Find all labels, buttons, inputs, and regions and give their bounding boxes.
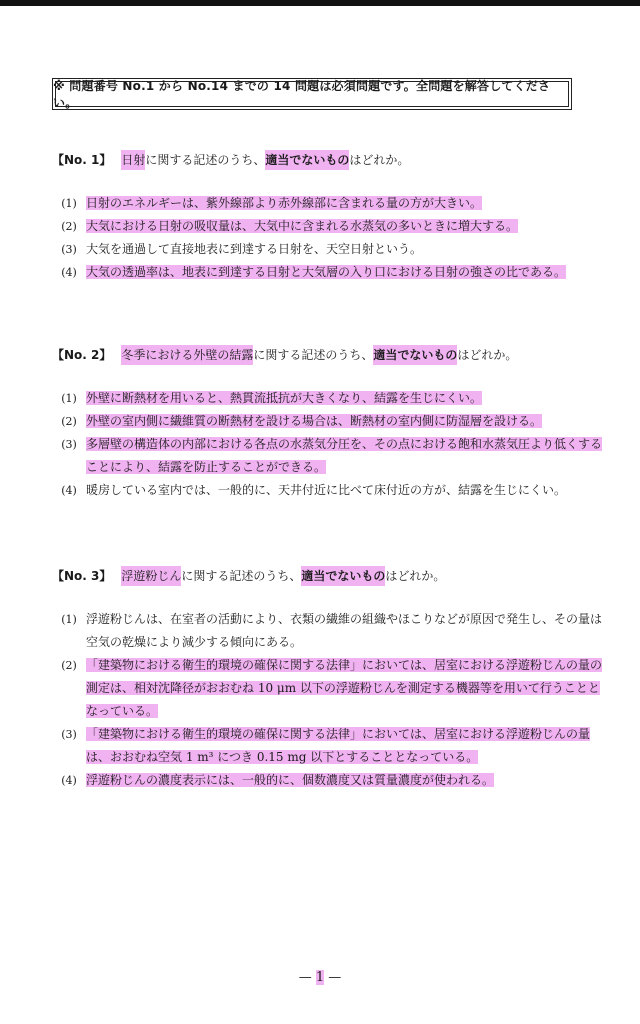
option-number: (1) <box>61 197 77 210</box>
question-mid: に関する記述のうち、 <box>181 569 302 583</box>
question-number: 【No. 3】 <box>52 569 112 583</box>
question-keyword: 適当でないもの <box>301 566 385 586</box>
option-3 <box>52 433 608 479</box>
question-3 <box>52 566 608 792</box>
option-2 <box>52 410 608 433</box>
option-2 <box>52 215 608 238</box>
option-4 <box>52 261 608 284</box>
option-text: 大気の透過率は、地表に到達する日射と大気層の入り口における日射の強さの比である。 <box>86 265 567 279</box>
option-1 <box>52 192 608 215</box>
notice-box <box>52 78 572 110</box>
option-number: (4) <box>61 774 77 787</box>
question-end: はどれか。 <box>385 569 446 583</box>
option-number: (4) <box>61 266 77 279</box>
option-text: 「建築物における衛生的環境の確保に関する法律」においては、居室における浮遊粉じんの量は、おおむね空気 1 m³ につき 0.15 mg 以下とすることとなっている。 <box>86 727 591 764</box>
question-header <box>52 345 608 365</box>
option-number: (2) <box>61 220 77 233</box>
question-end: はどれか。 <box>349 153 410 167</box>
option-number: (2) <box>61 415 77 428</box>
question-subject: 日射 <box>121 150 145 170</box>
question-subject: 浮遊粉じん <box>121 566 181 586</box>
question-mid: に関する記述のうち、 <box>145 153 266 167</box>
option-3 <box>52 238 608 261</box>
option-text: 浮遊粉じんの濃度表示には、一般的に、個数濃度又は質量濃度が使われる。 <box>86 773 495 787</box>
question-keyword: 適当でないもの <box>373 345 457 365</box>
question-number: 【No. 2】 <box>52 348 112 362</box>
option-number: (1) <box>61 392 77 405</box>
option-number: (2) <box>61 659 77 672</box>
option-text: 暖房している室内では、一般的に、天井付近に比べて床付近の方が、結露を生じにくい。 <box>86 483 567 497</box>
option-text: 外壁に断熱材を用いると、熱貫流抵抗が大きくなり、結露を生じにくい。 <box>86 391 483 405</box>
question-header <box>52 150 608 170</box>
option-text: 「建築物における衛生的環境の確保に関する法律」においては、居室における浮遊粉じんの量の測定は、相対沈降径がおおむね 10 μm 以下の浮遊粉じんを測定する機器等を用いて行うこととなっている。 <box>86 658 603 718</box>
option-text: 外壁の室内側に繊維質の断熱材を設ける場合は、断熱材の室内側に防湿層を設ける。 <box>86 414 543 428</box>
option-text: 浮遊粉じんは、在室者の活動により、衣類の繊維の組織やほこりなどが原因で発生し、その量は空気の乾燥により減少する傾向にある。 <box>86 612 603 649</box>
option-4 <box>52 479 608 502</box>
option-4 <box>52 769 608 792</box>
page-number: 1 <box>315 970 325 985</box>
option-number: (3) <box>61 438 77 451</box>
question-keyword: 適当でないもの <box>265 150 349 170</box>
option-text: 日射のエネルギーは、紫外線部より赤外線部に含まれる量の方が大きい。 <box>86 196 483 210</box>
top-bar <box>0 0 640 6</box>
option-text: 大気を通過して直接地表に到達する日射を、天空日射という。 <box>86 242 423 256</box>
option-number: (1) <box>61 613 77 626</box>
notice-text: ※ 問題番号 No.1 から No.14 までの 14 問題は必須問題です。全問題を解答してください。 <box>53 79 551 110</box>
question-1 <box>52 150 608 284</box>
question-header <box>52 566 608 586</box>
page-footer <box>0 970 640 985</box>
option-number: (4) <box>61 484 77 497</box>
option-1 <box>52 387 608 410</box>
option-number: (3) <box>61 243 77 256</box>
question-end: はどれか。 <box>457 348 518 362</box>
question-number: 【No. 1】 <box>52 153 112 167</box>
option-3 <box>52 723 608 769</box>
question-2 <box>52 345 608 502</box>
option-text: 大気における日射の吸収量は、大気中に含まれる水蒸気の多いときに増大する。 <box>86 219 519 233</box>
dash-left: — <box>298 970 316 985</box>
option-number: (3) <box>61 728 77 741</box>
question-subject: 冬季における外壁の結露 <box>121 345 253 365</box>
option-text: 多層壁の構造体の内部における各点の水蒸気分圧を、その点における飽和水蒸気圧より低くすることにより、結露を防止することができる。 <box>86 437 603 474</box>
dash-right: — <box>324 970 342 985</box>
option-2 <box>52 654 608 723</box>
question-mid: に関する記述のうち、 <box>253 348 374 362</box>
option-1 <box>52 608 608 654</box>
